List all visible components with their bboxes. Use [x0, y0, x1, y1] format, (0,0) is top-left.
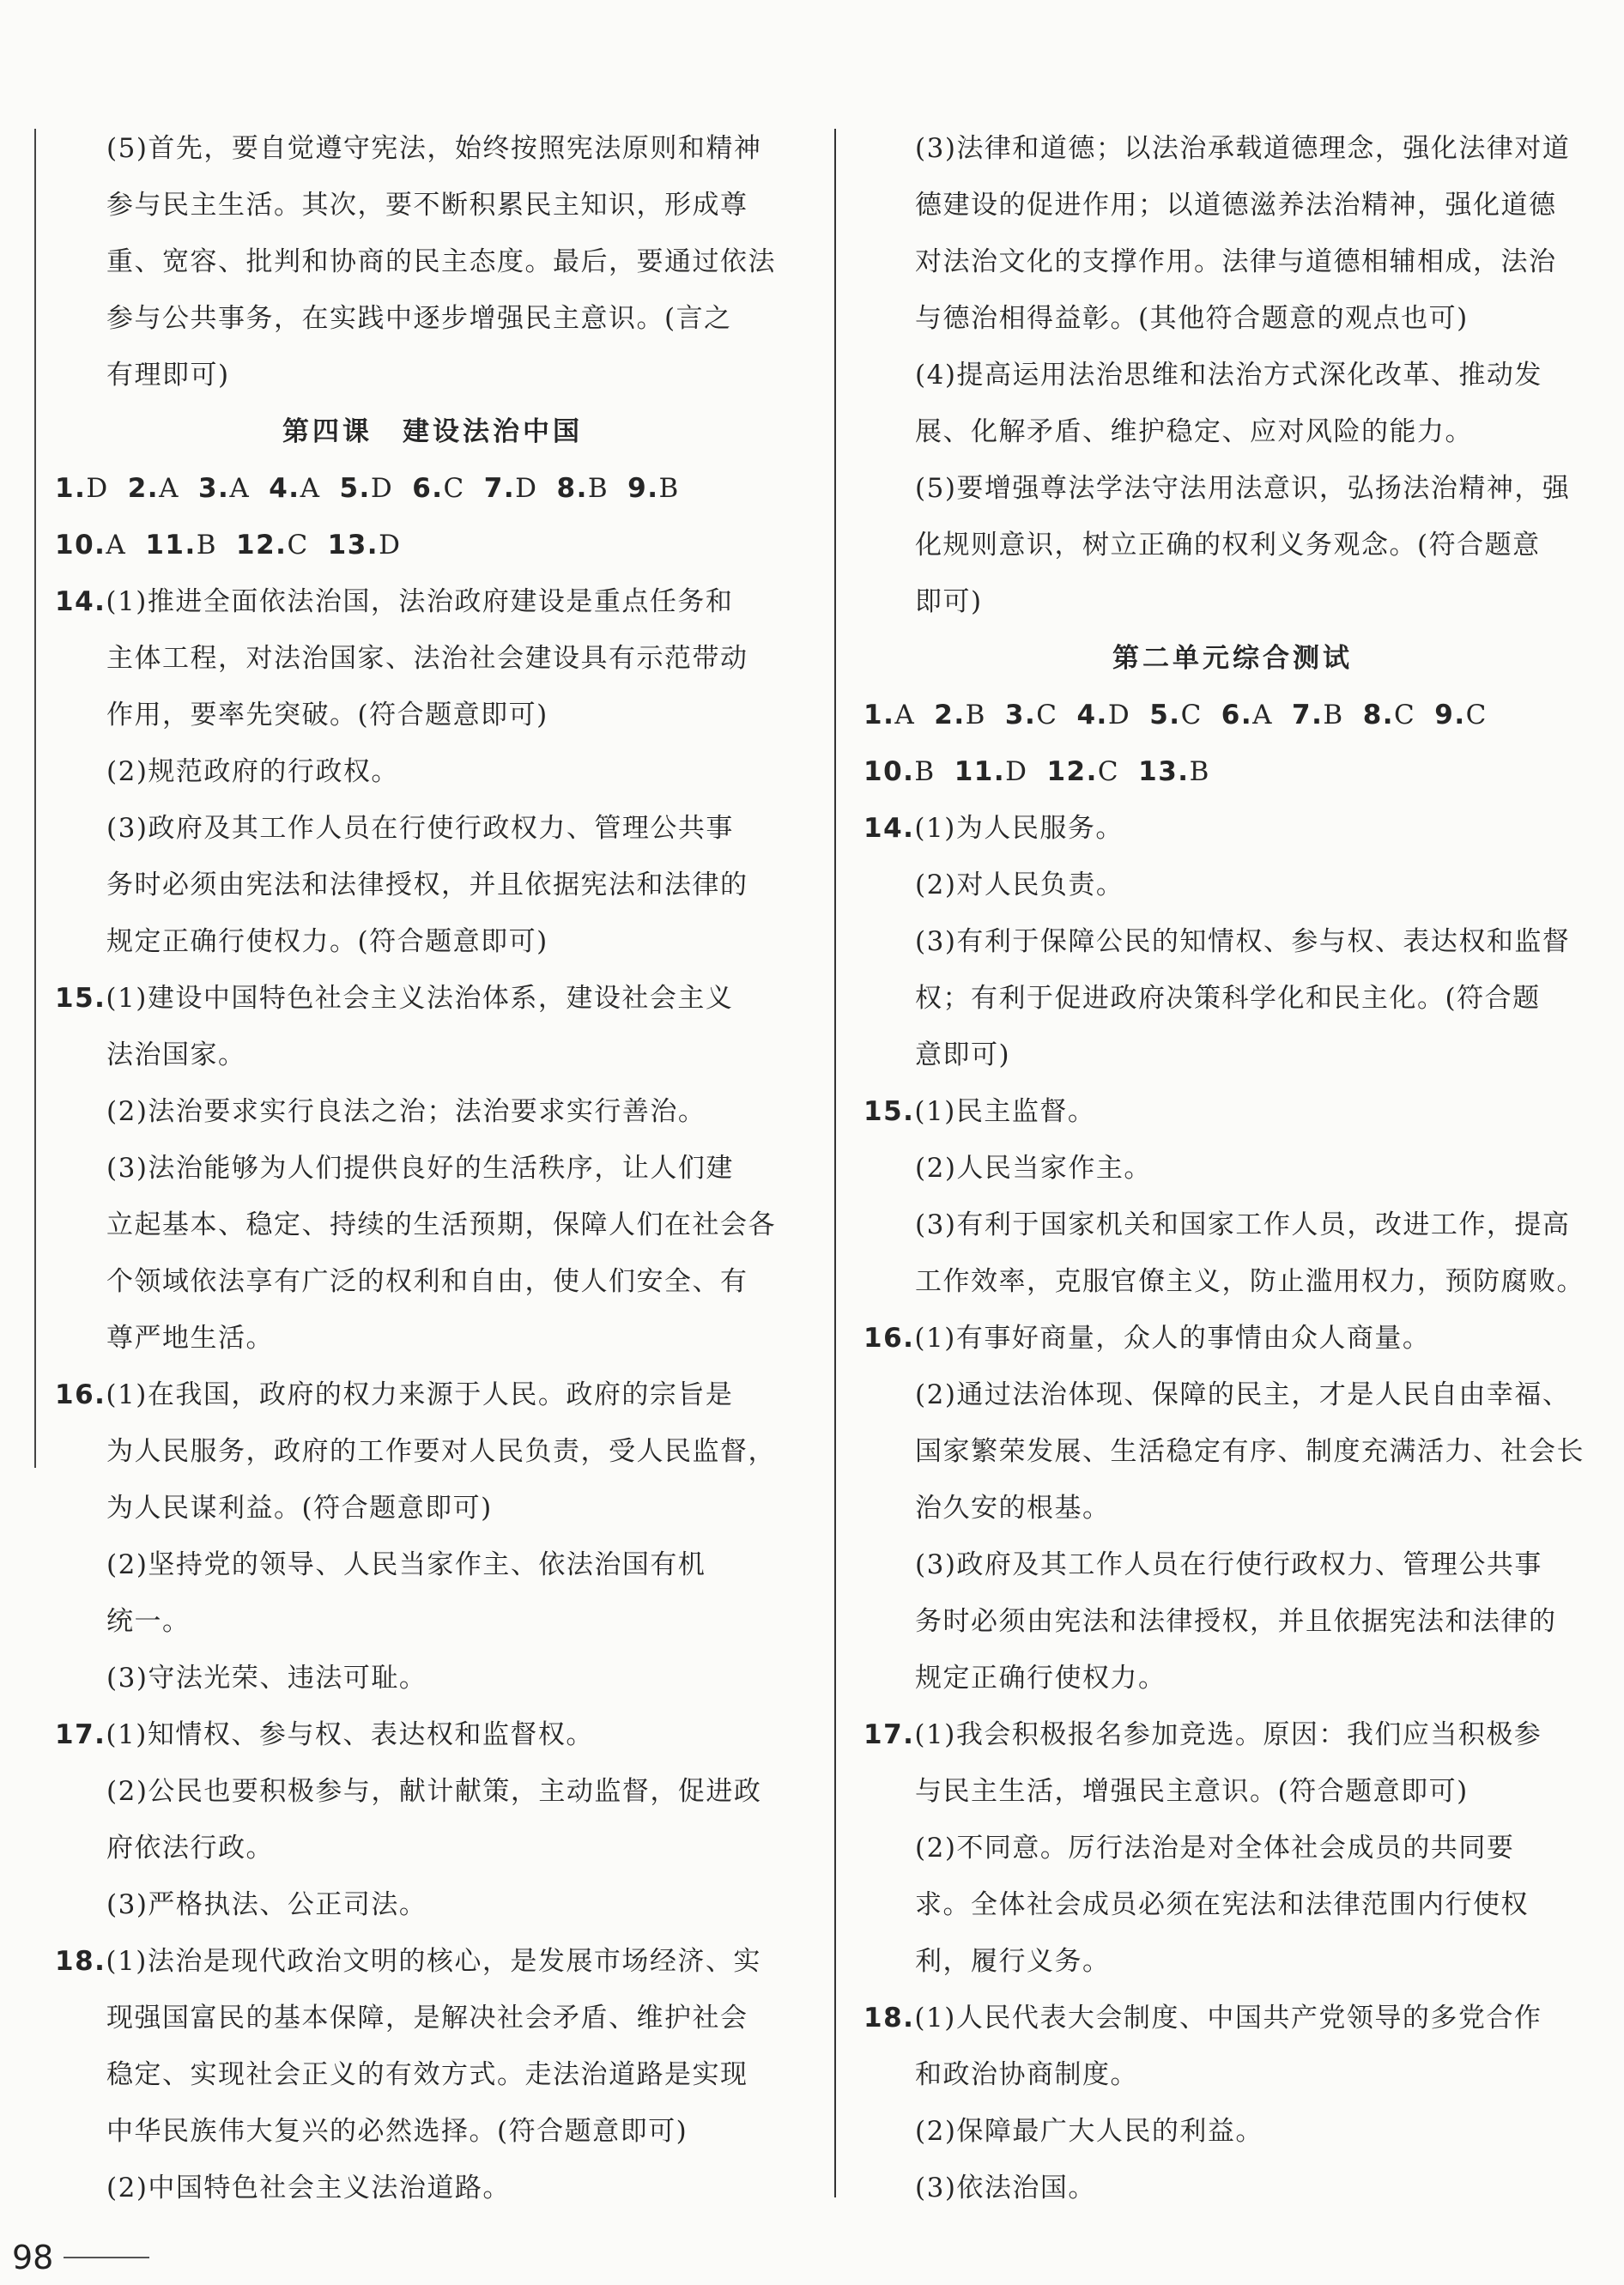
- answer-line: (3)政府及其工作人员在行使行政权力、管理公共事: [106, 813, 734, 844]
- question-line: [55, 573, 810, 630]
- answer-line: 主体工程，对法治国家、法治社会建设具有示范带动: [106, 643, 748, 674]
- choice-letter: D: [515, 473, 538, 504]
- choice-number: 11.: [145, 530, 197, 561]
- question-number: 16.: [864, 1323, 915, 1354]
- answer-line: 工作效率，克服官僚主义，防止滥用权力，预防腐败。: [915, 1266, 1585, 1297]
- choice-number: 6.: [412, 473, 444, 504]
- question-number: 14.: [864, 813, 915, 844]
- choice-number: 8.: [1362, 700, 1395, 730]
- answer-line: 中华民族伟大复兴的必然选择。(符合题意即可): [106, 2116, 688, 2147]
- answer-line: 务时必须由宪法和法律授权，并且依据宪法和法律的: [915, 1606, 1557, 1637]
- choice-answer: [1434, 687, 1488, 743]
- choice-answer: [55, 517, 126, 573]
- choice-number: 8.: [556, 473, 588, 504]
- answer-line: 即可): [915, 586, 983, 617]
- question-answer-text: (1)民主监督。: [914, 1096, 1096, 1127]
- question-number: 15.: [55, 983, 106, 1014]
- choice-answer: [1046, 743, 1119, 800]
- column-divider: [834, 129, 836, 2197]
- choice-number: 6.: [1221, 700, 1253, 730]
- answer-line: (2)中国特色社会主义法治道路。: [106, 2173, 511, 2203]
- question-answer-text: (1)在我国，政府的权力来源于人民。政府的宗旨是: [106, 1379, 734, 1410]
- question-line: [864, 1706, 1602, 1763]
- answer-line: 利，履行义务。: [915, 1946, 1111, 1977]
- answer-line: 统一。: [106, 1606, 191, 1637]
- choice-letter: D: [1107, 700, 1131, 730]
- choice-answer: [145, 517, 217, 573]
- choice-letter: A: [300, 473, 321, 504]
- choice-letter: B: [1323, 700, 1344, 730]
- answer-line: (3)法律和道德；以法治承载道德理念，强化法律对道: [915, 133, 1571, 164]
- choice-letter: A: [1252, 700, 1274, 730]
- choice-number: 13.: [1138, 756, 1190, 787]
- question-number: 16.: [55, 1379, 106, 1410]
- choice-letter: A: [159, 473, 179, 504]
- choice-letter: C: [1036, 700, 1058, 730]
- choice-number: 12.: [1046, 756, 1098, 787]
- answer-line: 国家繁荣发展、生活稳定有序、制度充满活力、社会长: [915, 1436, 1585, 1467]
- right-column: [864, 120, 1602, 2216]
- choice-letter: D: [86, 473, 109, 504]
- left-column: [55, 120, 810, 2216]
- answer-line: 作用，要率先突破。(符合题意即可): [106, 700, 548, 730]
- answer-line: 规定正确行使权力。: [915, 1663, 1166, 1694]
- choice-letter: B: [1189, 756, 1210, 787]
- choice-number: 5.: [1149, 700, 1181, 730]
- choice-answer: [128, 460, 179, 517]
- choice-answer-row: [864, 687, 1602, 743]
- answer-line: 重、宽容、批判和协商的民主态度。最后，要通过依法: [106, 246, 776, 277]
- choice-answer: [954, 743, 1028, 800]
- answer-line: 参与民主生活。其次，要不断积累民主知识，形成尊: [106, 190, 748, 221]
- answer-line: (4)提高运用法治思维和法治方式深化改革、推动发: [915, 360, 1542, 391]
- choice-number: 3.: [1004, 700, 1037, 730]
- question-line: [864, 1083, 1602, 1140]
- answer-line: 求。全体社会成员必须在宪法和法律范围内行使权: [915, 1889, 1529, 1920]
- choice-answer: [328, 517, 402, 573]
- question-number: 17.: [864, 1719, 915, 1750]
- page-footer: [12, 2239, 149, 2276]
- answer-line: (2)保障最广大人民的利益。: [915, 2116, 1263, 2147]
- answer-line: 治久安的根基。: [915, 1493, 1111, 1524]
- answer-line: (5)要增强尊法学法守法用法意识，弘扬法治精神，强: [915, 473, 1571, 504]
- choice-answer: [1005, 687, 1058, 743]
- question-number: 15.: [864, 1096, 915, 1127]
- answer-line: (3)政府及其工作人员在行使行政权力、管理公共事: [915, 1549, 1542, 1580]
- choice-answer: [864, 687, 915, 743]
- choice-number: 10.: [864, 756, 915, 787]
- answer-line: 务时必须由宪法和法律授权，并且依据宪法和法律的: [106, 870, 748, 900]
- choice-answer: [627, 460, 680, 517]
- answer-line: 稳定、实现社会正义的有效方式。走法治道路是实现: [106, 2059, 748, 2090]
- answer-line: (3)守法光荣、违法可耻。: [106, 1663, 427, 1694]
- choice-letter: B: [658, 473, 680, 504]
- answer-line: (2)公民也要积极参与，献计献策，主动监督，促进政: [106, 1776, 762, 1807]
- left-margin-rule: [34, 129, 36, 1468]
- question-answer-text: (1)为人民服务。: [914, 813, 1124, 844]
- choice-letter: A: [106, 530, 127, 561]
- question-line: [55, 970, 810, 1027]
- choice-number: 2.: [934, 700, 966, 730]
- choice-letter: D: [370, 473, 394, 504]
- question-number: 18.: [55, 1946, 106, 1977]
- question-answer-text: (1)推进全面依法治国，法治政府建设是重点任务和: [106, 586, 734, 617]
- answer-line: 府依法行政。: [106, 1833, 274, 1864]
- answer-line: 立起基本、稳定、持续的生活预期，保障人们在社会各: [106, 1209, 776, 1240]
- page-number: 98: [12, 2239, 54, 2276]
- footer-rule: [64, 2257, 149, 2258]
- question-answer-text: (1)知情权、参与权、表达权和监督权。: [106, 1719, 594, 1750]
- section-heading: 第二单元综合测试: [1112, 643, 1353, 674]
- answer-line: 对法治文化的支撑作用。法律与道德相辅相成，法治: [915, 246, 1557, 277]
- choice-number: 10.: [55, 530, 106, 561]
- answer-line: (3)有利于国家机关和国家工作人员，改进工作，提高: [915, 1209, 1571, 1240]
- choice-number: 9.: [627, 473, 659, 504]
- question-number: 14.: [55, 586, 106, 617]
- answer-line: 为人民谋利益。(符合题意即可): [106, 1493, 493, 1524]
- answer-line: (2)规范政府的行政权。: [106, 756, 399, 787]
- choice-letter: B: [914, 756, 936, 787]
- choice-answer: [864, 743, 936, 800]
- question-line: [864, 800, 1602, 857]
- question-line: [864, 1990, 1602, 2046]
- choice-letter: D: [1005, 756, 1028, 787]
- choice-letter: A: [229, 473, 251, 504]
- choice-answer-row: [864, 743, 1602, 800]
- answer-line: 规定正确行使权力。(符合题意即可): [106, 926, 548, 957]
- answer-line: (3)有利于保障公民的知情权、参与权、表达权和监督: [915, 926, 1571, 957]
- answer-line: (2)不同意。厉行法治是对全体社会成员的共同要: [915, 1833, 1515, 1864]
- answer-line: 有理即可): [106, 360, 230, 391]
- question-answer-text: (1)我会积极报名参加竞选。原因：我们应当积极参: [914, 1719, 1542, 1750]
- answer-line: (5)首先，要自觉遵守宪法，始终按照宪法原则和精神: [106, 133, 762, 164]
- question-line: [864, 1310, 1602, 1367]
- choice-letter: C: [287, 530, 309, 561]
- answer-line: 个领域依法享有广泛的权利和自由，使人们安全、有: [106, 1266, 748, 1297]
- choice-letter: C: [1180, 700, 1203, 730]
- answer-line: 现强国富民的基本保障，是解决社会矛盾、维护社会: [106, 2003, 748, 2033]
- choice-answer: [236, 517, 309, 573]
- question-line: [55, 1706, 810, 1763]
- choice-letter: B: [587, 473, 609, 504]
- choice-answer: [1076, 687, 1130, 743]
- choice-letter: C: [1097, 756, 1120, 787]
- choice-answer: [484, 460, 538, 517]
- question-answer-text: (1)人民代表大会制度、中国共产党领导的多党合作: [914, 2003, 1542, 2033]
- answer-line: 参与公共事务，在实践中逐步增强民主意识。(言之: [106, 303, 732, 334]
- answer-line: 德建设的促进作用；以道德滋养法治精神，强化道德: [915, 190, 1557, 221]
- choice-number: 2.: [127, 473, 160, 504]
- choice-answer: [269, 460, 320, 517]
- choice-number: 12.: [236, 530, 288, 561]
- choice-answer-row: [55, 517, 810, 573]
- choice-letter: D: [379, 530, 402, 561]
- answer-line: 展、化解矛盾、维护稳定、应对风险的能力。: [915, 416, 1473, 447]
- answer-line: (2)法治要求实行良法之治；法治要求实行善治。: [106, 1096, 706, 1127]
- answer-line: 化规则意识，树立正确的权利义务观念。(符合题意: [915, 530, 1541, 561]
- question-number: 17.: [55, 1719, 106, 1750]
- choice-letter: A: [894, 700, 916, 730]
- choice-number: 5.: [339, 473, 371, 504]
- choice-answer-row: [55, 460, 810, 517]
- answer-line: (2)坚持党的领导、人民当家作主、依法治国有机: [106, 1549, 706, 1580]
- section-heading: 第四课 建设法治中国: [282, 416, 583, 447]
- answer-line: (3)法治能够为人们提供良好的生活秩序，让人们建: [106, 1153, 734, 1184]
- answer-line: (2)对人民负责。: [915, 870, 1124, 900]
- answer-line: 与民主生活，增强民主意识。(符合题意即可): [915, 1776, 1469, 1807]
- question-answer-text: (1)有事好商量，众人的事情由众人商量。: [914, 1323, 1431, 1354]
- choice-answer: [198, 460, 250, 517]
- answer-line: (3)依法治国。: [915, 2173, 1096, 2203]
- answer-line: 和政治协商制度。: [915, 2059, 1138, 2090]
- answer-line: 权；有利于促进政府决策科学化和民主化。(符合题: [915, 983, 1541, 1014]
- choice-answer: [55, 460, 109, 517]
- choice-letter: C: [1465, 700, 1488, 730]
- choice-answer: [1221, 687, 1273, 743]
- choice-number: 7.: [483, 473, 516, 504]
- choice-answer: [1138, 743, 1210, 800]
- question-line: [55, 1933, 810, 1990]
- choice-answer: [1149, 687, 1203, 743]
- choice-number: 13.: [327, 530, 379, 561]
- choice-answer: [934, 687, 986, 743]
- answer-line: (2)通过法治体现、保障的民主，才是人民自由幸福、: [915, 1379, 1571, 1410]
- question-line: [55, 1367, 810, 1423]
- choice-number: 4.: [1076, 700, 1108, 730]
- choice-letter: B: [965, 700, 986, 730]
- choice-number: 4.: [269, 473, 300, 504]
- choice-letter: C: [1394, 700, 1416, 730]
- choice-answer: [557, 460, 609, 517]
- answer-line: 法治国家。: [106, 1039, 246, 1070]
- choice-number: 3.: [197, 473, 230, 504]
- choice-letter: B: [196, 530, 218, 561]
- choice-answer: [339, 460, 393, 517]
- choice-answer: [1292, 687, 1344, 743]
- choice-number: 9.: [1434, 700, 1466, 730]
- answer-line: (2)人民当家作主。: [915, 1153, 1152, 1184]
- question-number: 18.: [864, 2003, 915, 2033]
- question-answer-text: (1)建设中国特色社会主义法治体系，建设社会主义: [106, 983, 734, 1014]
- choice-letter: C: [443, 473, 465, 504]
- answer-line: 为人民服务，政府的工作要对人民负责，受人民监督，: [106, 1436, 776, 1467]
- answer-line: (3)严格执法、公正司法。: [106, 1889, 427, 1920]
- choice-number: 1.: [55, 473, 87, 504]
- choice-number: 7.: [1292, 700, 1324, 730]
- choice-number: 11.: [954, 756, 1006, 787]
- choice-answer: [412, 460, 465, 517]
- question-answer-text: (1)法治是现代政治文明的核心，是发展市场经济、实: [106, 1946, 761, 1977]
- choice-answer: [1363, 687, 1416, 743]
- answer-line: 与德治相得益彰。(其他符合题意的观点也可): [915, 303, 1469, 334]
- choice-number: 1.: [864, 700, 895, 730]
- answer-line: 意即可): [915, 1039, 1011, 1070]
- answer-line: 尊严地生活。: [106, 1323, 274, 1354]
